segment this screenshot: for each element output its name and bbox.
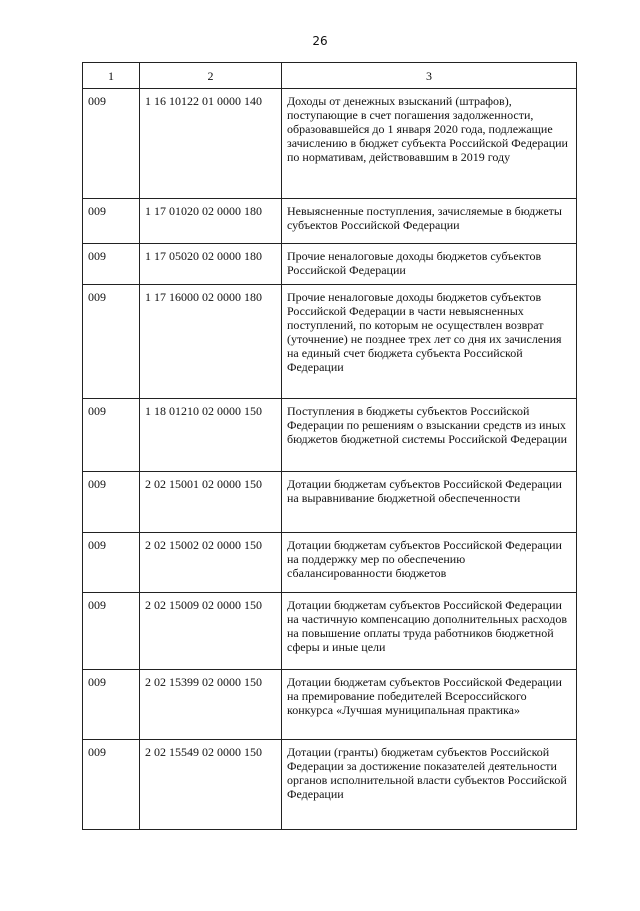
description-cell: Доходы от денежных взысканий (штрафов), поступающие в счет погашения задолженности, образовавшейся до 1 января 2020 года, подлежащие зачислению в бюджет субъекта Российской Федерации по нормативам, действовавшим в 2019 году xyxy=(282,89,577,199)
budget-code-cell: 1 17 05020 02 0000 180 xyxy=(140,244,282,285)
description-cell: Дотации бюджетам субъектов Российской Федерации на выравнивание бюджетной обеспеченности xyxy=(282,472,577,533)
header-col-1: 1 xyxy=(83,63,140,89)
description-cell: Поступления в бюджеты субъектов Российской Федерации по решениям о взыскании средств из иных бюджетов бюджетной системы Российской Федерации xyxy=(282,399,577,472)
table-row xyxy=(83,670,577,740)
description-cell: Прочие неналоговые доходы бюджетов субъектов Российской Федерации xyxy=(282,244,577,285)
admin-code-cell: 009 xyxy=(83,199,140,244)
description-cell: Дотации (гранты) бюджетам субъектов Российской Федерации за достижение показателей деятельности органов исполнительной власти субъектов Российской Федерации xyxy=(282,740,577,830)
admin-code-cell: 009 xyxy=(83,740,140,830)
admin-code-cell: 009 xyxy=(83,89,140,199)
header-col-3: 3 xyxy=(282,63,577,89)
description-cell: Дотации бюджетам субъектов Российской Федерации на частичную компенсацию дополнительных расходов на повышение оплаты труда работников бюджетной сферы и иные цели xyxy=(282,593,577,670)
admin-code-cell: 009 xyxy=(83,670,140,740)
budget-code-cell: 2 02 15001 02 0000 150 xyxy=(140,472,282,533)
table-row xyxy=(83,472,577,533)
budget-code-cell: 1 16 10122 01 0000 140 xyxy=(140,89,282,199)
budget-code-cell: 2 02 15399 02 0000 150 xyxy=(140,670,282,740)
admin-code-cell: 009 xyxy=(83,244,140,285)
table-row xyxy=(83,399,577,472)
admin-code-cell: 009 xyxy=(83,399,140,472)
table-row xyxy=(83,740,577,830)
admin-code-cell: 009 xyxy=(83,285,140,399)
table-row xyxy=(83,593,577,670)
admin-code-cell: 009 xyxy=(83,533,140,593)
table-header-row xyxy=(83,63,577,89)
description-cell: Дотации бюджетам субъектов Российской Федерации на премирование победителей Всероссийского конкурса «Лучшая муниципальная практика» xyxy=(282,670,577,740)
table-row xyxy=(83,199,577,244)
table-row xyxy=(83,285,577,399)
table-row xyxy=(83,244,577,285)
description-cell: Прочие неналоговые доходы бюджетов субъектов Российской Федерации в части невыясненных поступлений, по которым не осуществлен возврат (уточнение) не позднее трех лет со дня их зачисления на единый счет бюджета субъекта Российской Федерации xyxy=(282,285,577,399)
budget-code-cell: 2 02 15549 02 0000 150 xyxy=(140,740,282,830)
page-number: 26 xyxy=(312,34,328,48)
budget-code-cell: 1 18 01210 02 0000 150 xyxy=(140,399,282,472)
budget-code-cell: 2 02 15002 02 0000 150 xyxy=(140,533,282,593)
admin-code-cell: 009 xyxy=(83,593,140,670)
budget-code-cell: 1 17 16000 02 0000 180 xyxy=(140,285,282,399)
table-row xyxy=(83,533,577,593)
budget-codes-table xyxy=(82,62,577,830)
admin-code-cell: 009 xyxy=(83,472,140,533)
budget-code-cell: 2 02 15009 02 0000 150 xyxy=(140,593,282,670)
table-row xyxy=(83,89,577,199)
description-cell: Невыясненные поступления, зачисляемые в бюджеты субъектов Российской Федерации xyxy=(282,199,577,244)
budget-code-cell: 1 17 01020 02 0000 180 xyxy=(140,199,282,244)
header-col-2: 2 xyxy=(140,63,282,89)
description-cell: Дотации бюджетам субъектов Российской Федерации на поддержку мер по обеспечению сбалансированности бюджетов xyxy=(282,533,577,593)
